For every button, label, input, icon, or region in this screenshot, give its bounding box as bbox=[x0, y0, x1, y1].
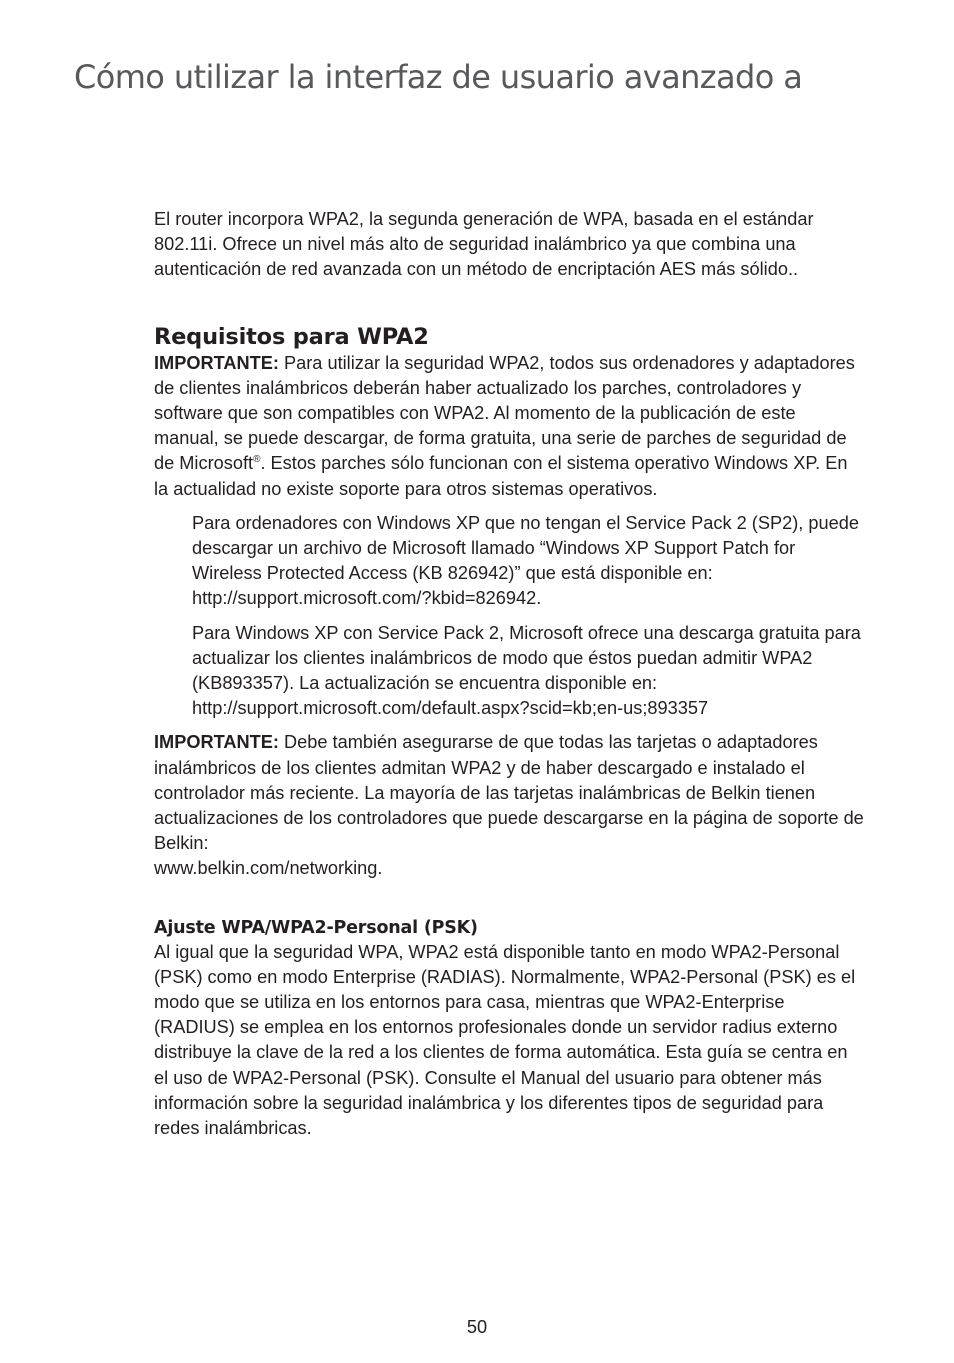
important-text-after: . Estos parches sólo funcionan con el sistema operativo Windows XP. En la actualidad no existe soporte para otros sistemas operativos. bbox=[154, 453, 848, 499]
psk-paragraph: Al igual que la seguridad WPA, WPA2 está disponible tanto en modo WPA2-Personal (PSK) como en modo Enterprise (RADIAS). Normalmente, WPA2-Personal (PSK) es el modo que se utiliza en los entornos para casa, mientras que WPA2-Enterprise (RADIUS) se emplea en los entornos profesionales donde un servidor radius externo distribuye la clave de la red a los clientes de forma automática. Esta guía se centra en el uso de WPA2-Personal (PSK). Consulte el Manual del usuario para obtener más información sobre la seguridad inalámbrica y los diferentes tipos de seguridad para redes inalámbricas. bbox=[154, 941, 856, 1139]
important-label: IMPORTANTE: bbox=[154, 352, 279, 373]
important2-paragraph bbox=[154, 730, 864, 881]
page-title: Cómo utilizar la interfaz de usuario avanzado a bbox=[74, 58, 803, 96]
psk-heading: Ajuste WPA/WPA2-Personal (PSK) bbox=[154, 917, 478, 938]
sp2-url: http://support.microsoft.com/default.aspx?scid=kb;en-us;893357 bbox=[192, 698, 709, 719]
important2-label: IMPORTANTE: bbox=[154, 732, 279, 753]
requirements-heading: Requisitos para WPA2 bbox=[154, 323, 429, 350]
intro-paragraph: El router incorpora WPA2, la segunda generación de WPA, basada en el estándar 802.11i. Ofrece un nivel más alto de seguridad inalámbrico ya que combina una autenticación de red avanzada con un método de encriptación AES más sólido.. bbox=[154, 209, 814, 280]
sp1-note: Para ordenadores con Windows XP que no tengan el Service Pack 2 (SP2), puede descargar un archivo de Microsoft llamado “Windows XP Support Patch for Wireless Protected Access (KB 826942)” que está disponible en: http://support.microsoft.com/?kbid=826942. bbox=[192, 512, 859, 609]
sp2-note bbox=[192, 621, 864, 722]
important2-text: Debe también asegurarse de que todas las tarjetas o adaptadores inalámbricos de los clientes admitan WPA2 y de haber descargado e instalado el controlador más reciente. La mayoría de las tarjetas inalámbricas de Belkin tienen actualizaciones de los controladores que puede descargarse en la página de soporte de Belkin: bbox=[154, 732, 864, 854]
registered-mark: ® bbox=[253, 454, 261, 466]
important-text-before: Para utilizar la seguridad WPA2, todos sus ordenadores y adaptadores de clientes inalámbricos deberán haber actualizado los parches, controladores y software que son compatibles con WPA2. Al momento de la publicación de este manual, se puede descargar, de forma gratuita, una serie de parches de seguridad de de Microsoft bbox=[154, 352, 855, 474]
page-number: 50 bbox=[466, 1317, 488, 1337]
page-content bbox=[154, 207, 864, 1141]
important-paragraph bbox=[154, 351, 864, 502]
sp2-note-text: Para Windows XP con Service Pack 2, Microsoft ofrece una descarga gratuita para actualizar los clientes inalámbricos de modo que éstos puedan admitir WPA2 (KB893357). La actualización se encuentra disponible en: bbox=[192, 622, 861, 694]
belkin-url: www.belkin.com/networking. bbox=[154, 858, 383, 879]
